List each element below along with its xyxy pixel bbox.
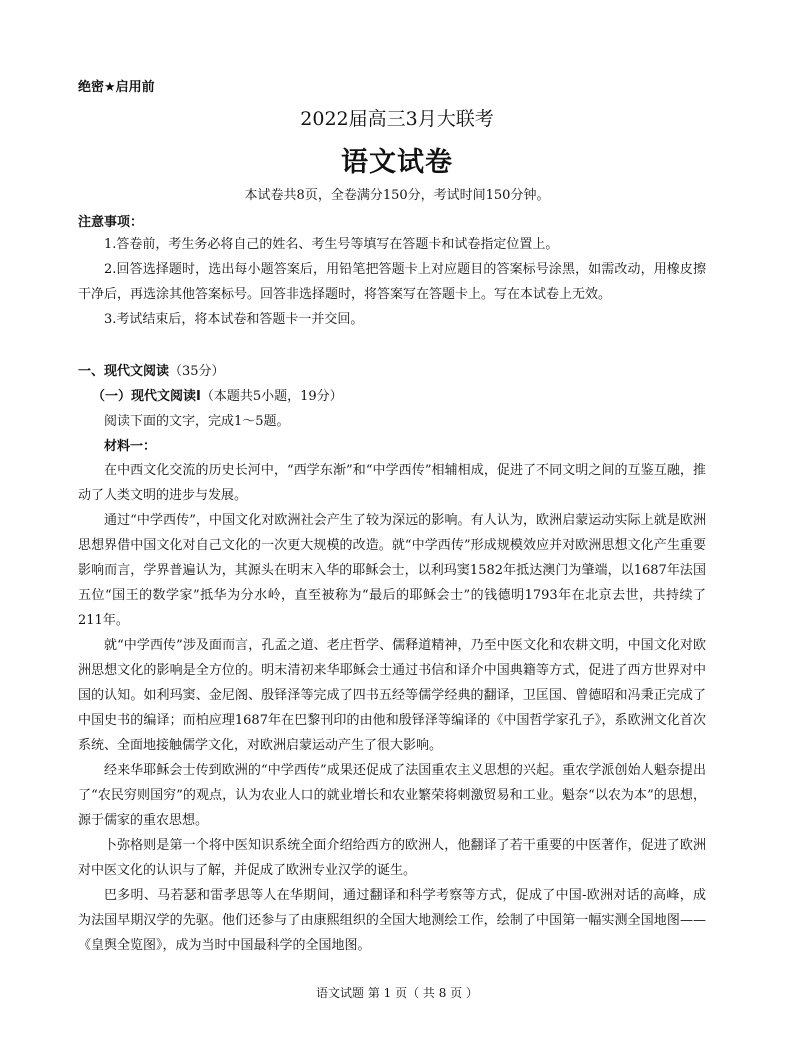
subsection-heading bbox=[92, 385, 343, 404]
notes-title: 注意事项： bbox=[78, 215, 144, 230]
note-item: 3.考试结束后，将本试卷和答题卡一并交回。 bbox=[104, 312, 364, 327]
exam-title: 2022届高三3月大联考 bbox=[300, 108, 494, 130]
note-item: 1.答卷前，考生务必将自己的姓名、考生号等填写在答题卡和试卷指定位置上。 bbox=[104, 237, 559, 252]
page-footer: 语文试题 第 1 页（ 共 8 页 ） bbox=[316, 986, 478, 1000]
body-paragraph: 巴多明、马若瑟和雷孝思等人在华期间，通过翻译和科学考察等方式，促成了中国-欧洲对话的高峰，成为法国早期汉学的先驱。他们还参与了由康熙组织的全国大地测绘工作，绘制了中国第一幅实测全国地图——《皇舆全览图》，成为当时中国最科学的全国地图。 bbox=[78, 888, 706, 953]
subsection-title: （一）现代文阅读Ⅰ bbox=[92, 389, 201, 404]
note-item: 2.回答选择题时，选出每小题答案后，用铅笔把答题卡上对应题目的答案标号涂黑，如需改动，用橡皮擦干净后，再选涂其他答案标号。回答非选择题时，将答案写在答题卡上。写在本试卷上无效。 bbox=[78, 262, 706, 302]
confidential-label: 绝密★启用前 bbox=[78, 80, 155, 95]
subsection-info: （本题共5小题，19分） bbox=[200, 389, 343, 404]
section-title: 一、现代文阅读 bbox=[78, 364, 170, 379]
reading-instruction: 阅读下面的文字，完成1～5题。 bbox=[104, 414, 290, 429]
exam-info: 本试卷共8页，全卷满分150分，考试时间150分钟。 bbox=[244, 188, 550, 203]
body-paragraph: 在中西文化交流的历史长河中，“西学东渐”和“中学西传”相辅相成，促进了不同文明之间的互鉴互融，推动了人类文明的进步与发展。 bbox=[78, 463, 706, 503]
body-paragraph: 卜弥格则是第一个将中医知识系统全面介绍给西方的欧洲人，他翻译了若干重要的中医著作，促进了欧洲对中医文化的认识与了解，并促成了欧洲专业汉学的诞生。 bbox=[78, 838, 706, 878]
section-heading bbox=[78, 360, 225, 379]
subject-title: 语文试卷 bbox=[341, 147, 453, 178]
material-label: 材料一： bbox=[104, 439, 157, 454]
body-paragraph: 经来华耶稣会士传到欧洲的“中学西传”成果还促成了法国重农主义思想的兴起。重农学派创始人魁奈提出了“农民穷则国穷”的观点，认为农业人口的就业增长和农业繁荣将刺激贸易和工业。魁奈“以农为本”的思想，源于儒家的重农思想。 bbox=[78, 763, 706, 828]
body-paragraph: 通过“中学西传”，中国文化对欧洲社会产生了较为深远的影响。有人认为，欧洲启蒙运动实际上就是欧洲思想界借中国文化对自己文化的一次更大规模的改造。就“中学西传”形成规模效应并对欧洲思想文化产生重要影响而言，学界普遍认为，其源头在明末入华的耶稣会士，以利玛窦1582年抵达澳门为肇端，以1687年法国五位“国王的数学家”抵华为分水岭，直至被称为“最后的耶稣会士”的钱德明1793年在北京去世，共持续了211年。 bbox=[78, 513, 706, 628]
section-score: （35分） bbox=[169, 364, 225, 379]
body-paragraph: 就“中学西传”涉及面而言，孔孟之道、老庄哲学、儒释道精神，乃至中医文化和农耕文明，中国文化对欧洲思想文化的影响是全方位的。明末清初来华耶稣会士通过书信和译介中国典籍等方式，促进了西方世界对中国的认知。如利玛窦、金尼阁、殷铎泽等完成了四书五经等儒学经典的翻译，卫匡国、曾德昭和冯秉正完成了中国史书的编译；而柏应理1687年在巴黎刊印的由他和殷铎泽等编译的《中国哲学家孔子》，系欧洲文化首次系统、全面地接触儒学文化，对欧洲启蒙运动产生了很大影响。 bbox=[78, 638, 706, 753]
